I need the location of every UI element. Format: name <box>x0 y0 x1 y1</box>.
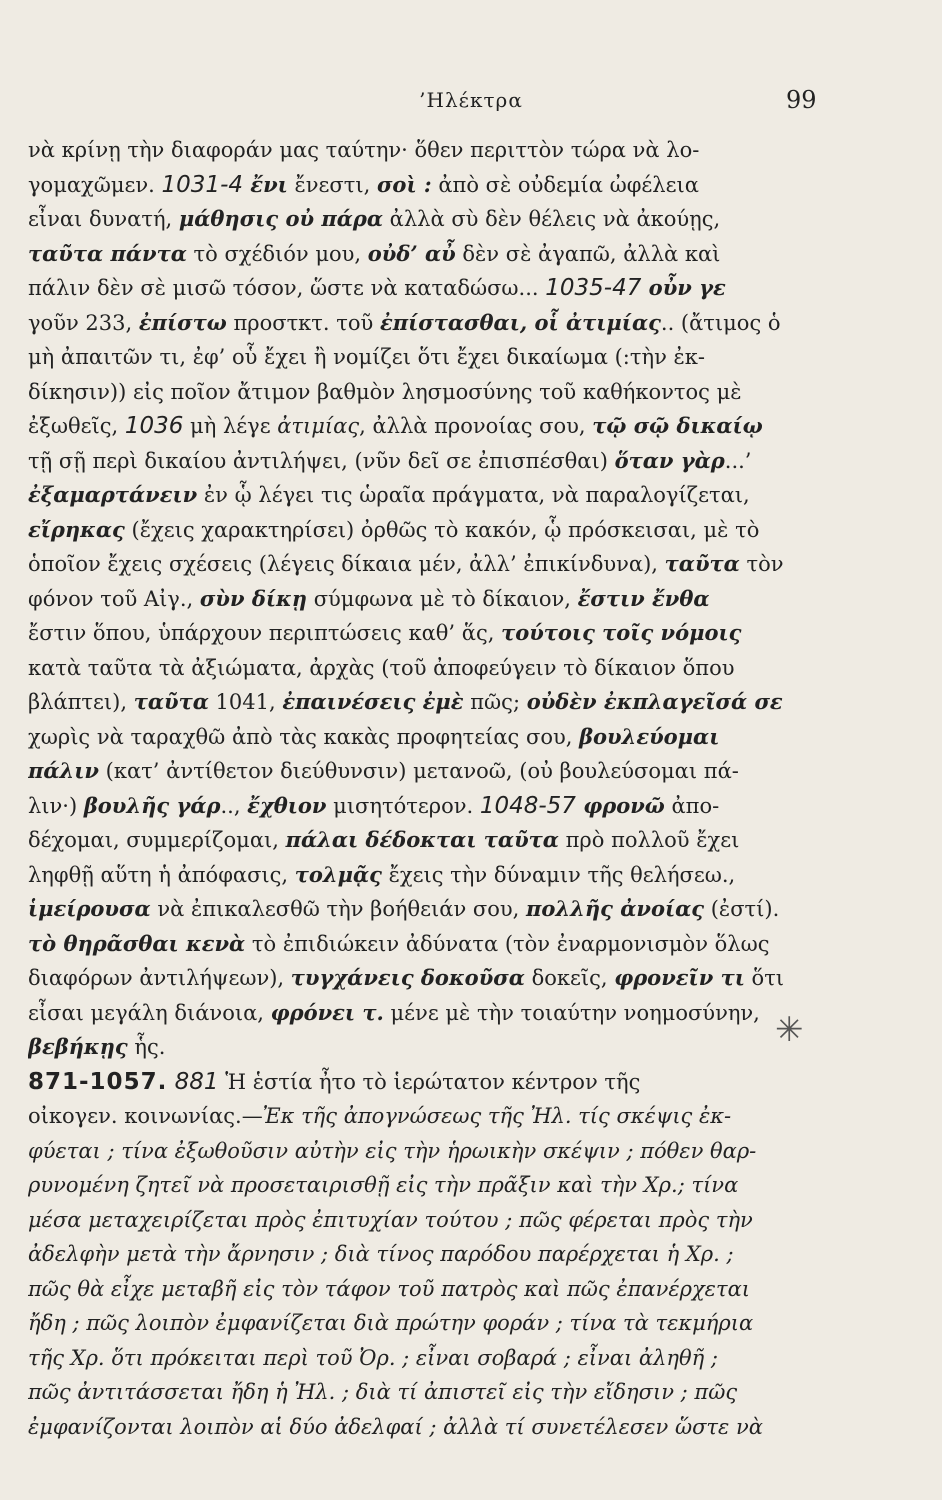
text-segment: τὸν <box>739 552 784 576</box>
text-segment: δὲν σὲ ἀγαπῶ, ἀλλὰ καὶ <box>455 241 721 266</box>
text-line <box>28 375 800 410</box>
text-segment: φρονῶ <box>575 792 665 818</box>
text-segment: εἶσαι μεγάλη διάνοια, <box>28 1000 271 1025</box>
text-segment: πῶς; <box>463 690 527 714</box>
text-segment: πῶς ἀντιτάσσεται ἤδη ἡ Ἠλ. ; διὰ τί ἀπιστεῖ εἰς τὴν εἴδησιν ; πῶς <box>28 1380 738 1404</box>
text-segment: φόνον τοῦ Αἰγ., <box>28 586 200 611</box>
text-segment: πρὸ πολλοῦ ἔχει <box>558 828 740 852</box>
text-segment: ταῦτα <box>133 689 209 714</box>
text-line <box>28 1237 800 1272</box>
text-line <box>28 1065 800 1100</box>
text-segment: ἔστιν ὅπου, ὑπάρχουν περιπτώσεις καθ’ ἅς, <box>28 621 502 645</box>
text-segment: ἀδελφὴν μετὰ τὴν ἄρνησιν ; διὰ τίνος παρόδου παρέρχεται ἡ Χρ. ; <box>28 1242 734 1266</box>
text-segment: οὐδὲν ἐκπλαγεῖσά σε <box>526 689 783 714</box>
text-segment: μέσα μεταχειρίζεται πρὸς ἐπιτυχίαν τούτου ; πῶς φέρεται πρὸς τὴν <box>28 1207 753 1232</box>
text-line <box>28 444 800 479</box>
text-segment: μὴ ἀπαιτῶν τι, ἐφ’ οὗ ἔχει ἢ νομίζει ὅτι ἔχει δικαίωμα (:τὴν ἐκ- <box>28 345 705 369</box>
text-segment: βλάπτει), <box>28 690 134 714</box>
text-line <box>28 823 800 858</box>
text-line <box>28 754 800 789</box>
text-segment: ταῦτα πάντα <box>28 240 187 266</box>
text-line <box>28 306 800 341</box>
text-segment: εἶναι δυνατή, <box>28 207 179 231</box>
text-segment: 1041, <box>208 690 283 714</box>
text-segment: , ἀλλὰ προνοίας σου, <box>359 414 593 438</box>
text-segment: ὅτι <box>744 966 785 990</box>
text-segment: (ἔχεις χαρακτηρίσει) ὀρθῶς τὸ κακόν, ᾧ πρόσκεισαι, μὲ τὸ <box>124 517 760 542</box>
text-segment: ἐν ᾧ λέγει τις ὡραῖα πράγματα, νὰ παραλογίζεται, <box>197 483 750 507</box>
text-segment: τούτοις τοῖς νόμοις <box>501 620 742 645</box>
text-segment: οἰκογεν. κοινωνίας.— <box>28 1104 263 1128</box>
text-line <box>28 996 800 1031</box>
text-segment: νὰ ἐπικαλεσθῶ τὴν βοήθειάν σου, <box>150 897 527 921</box>
text-segment: τὸ ἐπιδιώκειν ἀδύνατα (τὸν ἐναρμονισμὸν ὅλως <box>245 931 770 956</box>
text-segment: ἔχεις τὴν δύναμιν τῆς θελήσεω., <box>381 862 736 887</box>
text-line <box>28 133 800 168</box>
text-line <box>28 1410 800 1445</box>
text-segment: 881 <box>167 1068 219 1095</box>
text-segment: ἔνι <box>243 171 288 197</box>
text-segment: ἐπίστασθαι, οἷ ἀτιμίας <box>379 309 661 335</box>
text-segment: προστκτ. τοῦ <box>226 310 380 335</box>
text-line <box>28 685 800 720</box>
text-segment: πολλῆς ἀνοίας <box>526 896 705 921</box>
text-line <box>28 1272 800 1307</box>
text-line <box>28 1099 800 1134</box>
text-segment: δέχομαι, συμμερίζομαι, <box>28 828 286 852</box>
text-segment: πάλαι δέδοκται ταῦτα <box>285 827 559 852</box>
text-line <box>28 892 800 927</box>
text-line <box>28 858 800 893</box>
text-line <box>28 271 800 306</box>
text-line <box>28 651 800 686</box>
text-segment: ὁποῖον ἔχεις σχέσεις (λέγεις δίκαια μέν, ἀλλ’ ἐπικίνδυνα), <box>28 552 665 576</box>
text-segment: οὐδ’ αὖ <box>367 240 456 266</box>
text-segment: ἀτιμίας <box>277 414 360 438</box>
text-segment: τολμᾷς <box>294 861 382 887</box>
text-segment: τὸ θηρᾶσθαι κενὰ <box>28 930 246 956</box>
text-segment: διαφόρων ἀντιλήψεων), <box>28 966 291 990</box>
text-line <box>28 1168 800 1203</box>
text-segment: ἐμφανίζονται λοιπὸν αἱ δύο ἀδελφαί ; ἀλλὰ τί συνετέλεσεν ὥστε νὰ <box>28 1414 763 1439</box>
text-line <box>28 1375 800 1410</box>
text-segment: βουλῆς γάρ <box>83 792 221 818</box>
text-segment: ἤδη ; πῶς λοιπὸν ἐμφανίζεται διὰ πρώτην φοράν ; τίνα τὰ τεκμήρια <box>28 1311 754 1335</box>
body-text <box>28 133 800 1444</box>
text-line <box>28 202 800 237</box>
text-line <box>28 961 800 996</box>
text-line <box>28 582 800 617</box>
text-segment: χωρὶς νὰ ταραχθῶ ἀπὸ τὰς κακὰς προφητείας σου, <box>28 724 580 749</box>
text-line <box>28 1030 800 1065</box>
text-segment: ρυνομένη ζητεῖ νὰ προσεταιρισθῇ εἰς τὴν πρᾶξιν καὶ τὴν Χρ.; τίνα <box>28 1173 739 1197</box>
text-segment: φύεται ; τίνα ἐξωθοῦσιν αὐτὴν εἰς τὴν ἡρωικὴν σκέψιν ; πόθεν θαρ- <box>28 1138 757 1163</box>
text-segment: ...’ <box>724 448 752 473</box>
text-segment: 1036 <box>124 413 184 439</box>
text-segment: δοκεῖς, <box>524 966 615 990</box>
text-segment: μάθησις οὐ πάρα <box>178 206 383 231</box>
text-segment: 1031-4 <box>161 171 243 198</box>
text-segment: ἧς. <box>127 1035 166 1059</box>
text-line <box>28 547 800 582</box>
text-segment: ἐπίστω <box>138 309 227 335</box>
text-segment: 871-1057. <box>28 1068 168 1095</box>
text-segment: 1048-57 <box>479 792 576 819</box>
text-line <box>28 927 800 962</box>
text-segment: (ἐστί). <box>704 897 780 921</box>
text-line <box>28 1306 800 1341</box>
text-segment: τῷ σῷ δικαίῳ <box>592 413 763 438</box>
text-line <box>28 340 800 375</box>
text-segment: (κατ’ ἀντίθετον διεύθυνσιν) μετανοῶ, (οὐ βουλεύσομαι πά- <box>99 759 739 783</box>
text-segment: κατὰ ταῦτα τὰ ἀξιώματα, ἀρχὰς (τοῦ ἀποφεύγειν τὸ δίκαιον ὅπου <box>28 655 735 680</box>
text-segment: μένε μὲ τὴν τοιαύτην νοημοσύνην, <box>383 1000 760 1025</box>
text-line <box>28 1134 800 1169</box>
text-segment: ἱμείρουσα <box>28 896 151 921</box>
text-segment: ἀλλὰ σὺ δὲν θέλεις νὰ ἀκούῃς, <box>382 207 721 231</box>
running-head: ’Ηλέκτρα <box>419 88 523 112</box>
text-line <box>28 720 800 755</box>
text-segment: ὅταν γὰρ <box>614 447 725 473</box>
text-segment: ἔστιν ἔνθα <box>577 585 710 611</box>
page-number: 99 <box>786 86 817 114</box>
text-segment: πῶς θὰ εἶχε μεταβῆ εἰς τὸν τάφον τοῦ πατρὸς καὶ πῶς ἐπανέρχεται <box>28 1276 750 1301</box>
text-segment: πάλιν δὲν σὲ μισῶ τόσον, ὥστε νὰ καταδώσω... <box>28 276 546 300</box>
text-line <box>28 1203 800 1238</box>
asterisk-mark-icon: ✳ <box>775 1010 804 1050</box>
text-segment: δίκησιν)) εἰς ποῖον ἄτιμον βαθμὸν λησμοσύνης τοῦ καθήκοντος μὲ <box>28 379 742 404</box>
text-segment: βουλεύομαι <box>579 723 720 749</box>
text-segment: .. (ἄτιμος ὁ <box>660 310 781 335</box>
text-segment: τῇ σῇ περὶ δικαίου ἀντιλήψει, (νῦν δεῖ σε ἐπισπέσθαι) <box>28 448 615 473</box>
text-segment: οὖν γε <box>641 275 726 300</box>
text-segment: .., <box>220 793 248 818</box>
text-segment: 1035-47 <box>545 275 642 301</box>
text-line <box>28 513 800 548</box>
text-line <box>28 789 800 824</box>
text-segment: ἔχθιον <box>247 792 327 818</box>
text-segment: γομαχῶμεν. <box>28 172 162 197</box>
text-segment: ταῦτα <box>664 551 740 576</box>
text-segment: Ἐκ τῆς ἀπογνώσεως τῆς Ἠλ. τίς σκέψις ἐκ- <box>262 1104 732 1128</box>
text-segment: μὴ λέγε <box>183 414 278 438</box>
text-segment: ἐξωθεῖς, <box>28 414 125 438</box>
text-segment: εἴρηκας <box>28 516 125 542</box>
text-segment: ἔνεστι, <box>287 172 377 197</box>
text-segment: πάλιν <box>28 758 99 783</box>
text-segment: ληφθῇ αὕτη ἡ ἀπόφασις, <box>28 862 295 887</box>
text-line <box>28 616 800 651</box>
text-segment: Ἡ ἑστία ἦτο τὸ ἱερώτατον κέντρον τῆς <box>218 1069 641 1094</box>
text-segment: ἀπο- <box>664 793 720 818</box>
text-segment: λιν·) <box>28 793 84 818</box>
text-line <box>28 237 800 272</box>
text-segment: τὸ σχέδιόν μου, <box>186 241 368 266</box>
text-segment: σύμφωνα μὲ τὸ δίκαιον, <box>307 586 578 611</box>
text-segment: γοῦν 233, <box>28 310 139 335</box>
text-line <box>28 1341 800 1376</box>
text-segment: νὰ κρίνῃ τὴν διαφοράν μας ταύτην· ὅθεν περιττὸν τώρα νὰ λο- <box>28 138 700 162</box>
text-segment: ἐπαινέσεις ἐμὲ <box>282 689 464 714</box>
text-segment: βεβήκῃς <box>28 1034 128 1059</box>
text-segment: ἐξαμαρτάνειν <box>28 482 198 507</box>
text-segment: ἀπὸ σὲ οὐδεμία ὠφέλεια <box>431 172 699 197</box>
text-line <box>28 409 800 444</box>
text-segment: μισητότερον. <box>326 793 480 818</box>
text-segment: φρονεῖν τι <box>614 965 745 990</box>
text-segment: σοὶ : <box>376 171 432 197</box>
text-segment: φρόνει τ. <box>270 999 384 1025</box>
text-segment: τυγχάνεις δοκοῦσα <box>290 965 525 990</box>
text-line <box>28 478 800 513</box>
text-segment: σὺν δίκῃ <box>199 585 308 611</box>
text-segment: τῆς Χρ. ὅτι πρόκειται περὶ τοῦ Ὀρ. ; εἶναι σοβαρά ; εἶναι ἀληθῆ ; <box>28 1345 718 1370</box>
text-line <box>28 168 800 203</box>
